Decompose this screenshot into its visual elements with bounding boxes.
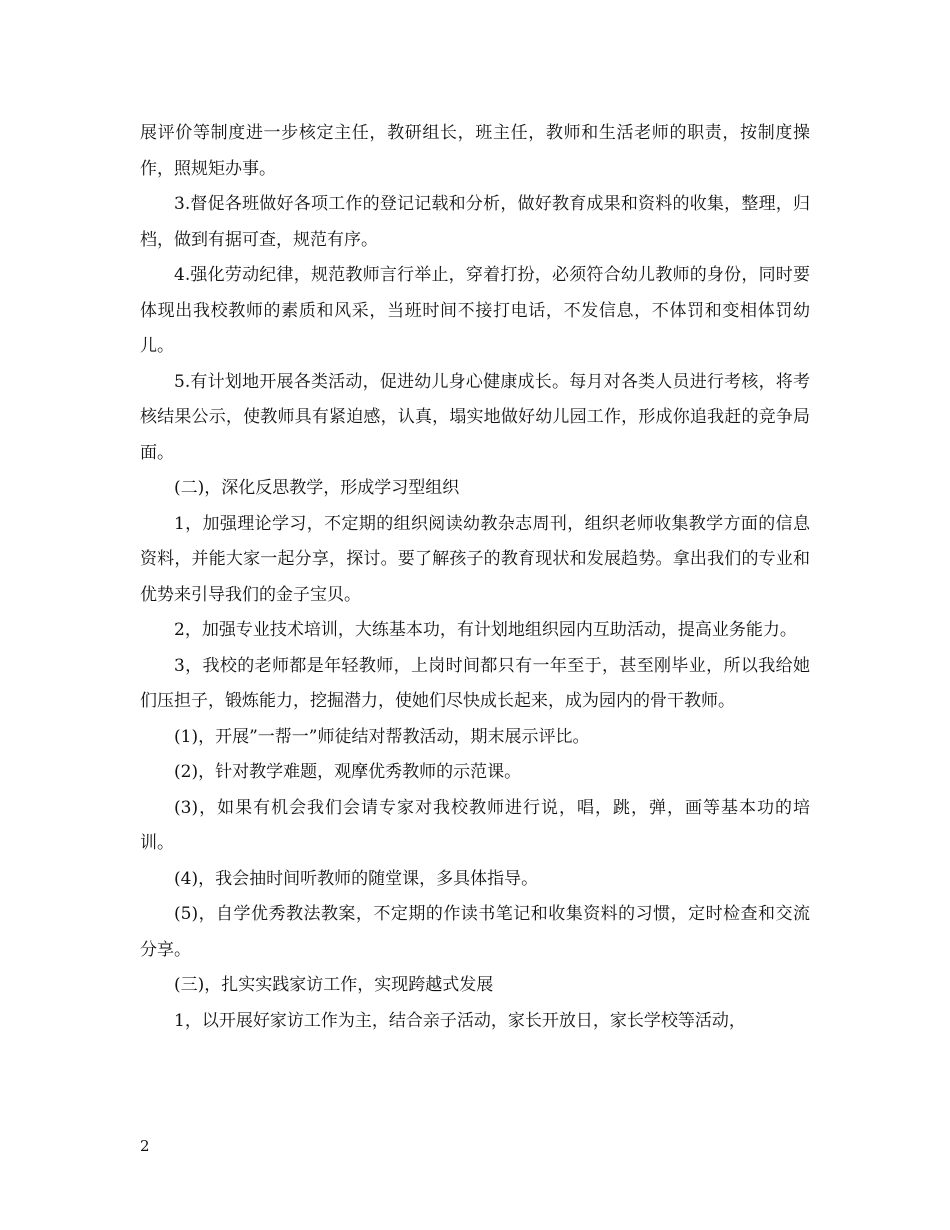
list-item-2: (2)，针对教学难题，观摩优秀教师的示范课。 [174,762,522,782]
section-heading-3: (三)，扎实实践家访工作，实现跨越式发展 [174,975,494,995]
paragraph-2: 3.督促各班做好各项工作的登记记载和分析，做好教育成果和资料的收集，整理，归档，做到有据可查，规范有序。 [140,194,810,250]
section-heading-2: (二)，深化反思教学，形成学习型组织 [174,478,460,498]
page-number: 2 [140,1137,150,1155]
list-item-5: (5)，自学优秀教法教案，不定期的作读书笔记和收集资料的习惯，定时检查和交流分享。 [140,904,810,960]
paragraph-1: 展评价等制度进一步核定主任，教研组长，班主任，教师和生活老师的职责，按制度操作，照规矩办事。 [140,123,810,179]
paragraph-4: 5.有计划地开展各类活动，促进幼儿身心健康成长。每月对各类人员进行考核，将考核结果公示，使教师具有紧迫感，认真，塌实地做好幼儿园工作，形成你追我赶的竞争局面。 [140,371,810,463]
paragraph-7: 2，加强专业技术培训，大练基本功，有计划地组织园内互助活动，提高业务能力。 [174,620,797,640]
paragraph-6: 1，加强理论学习，不定期的组织阅读幼教杂志周刊，组织老师收集教学方面的信息资料，并能大家一起分享，探讨。要了解孩子的教育现状和发展趋势。拿出我们的专业和优势来引导我们的金子宝贝。 [140,513,810,605]
body-text [140,116,810,1039]
list-item-4: (4)，我会抽时间听教师的随堂课，多具体指导。 [174,868,539,889]
list-item-3: (3)，如果有机会我们会请专家对我校教师进行说，唱，跳，弹，画等基本功的培训。 [140,797,810,853]
paragraph-8: 3，我校的老师都是年轻教师，上岗时间都只有一年至于，甚至刚毕业，所以我给她们压担子，锻炼能力，挖掘潜力，使她们尽快成长起来，成为园内的骨干教师。 [140,655,810,711]
paragraph-15: 1，以开展好家访工作为主，结合亲子活动，家长开放日，家长学校等活动， [174,1010,746,1031]
paragraph-3: 4.强化劳动纪律，规范教师言行举止，穿着打扮，必须符合幼儿教师的身份，同时要体现出我校教师的素质和风采，当班时间不接打电话，不发信息，不体罚和变相体罚幼儿。 [140,265,810,356]
list-item-1: (1)，开展”一帮一”师徒结对帮教活动，期末展示评比。 [174,726,590,747]
